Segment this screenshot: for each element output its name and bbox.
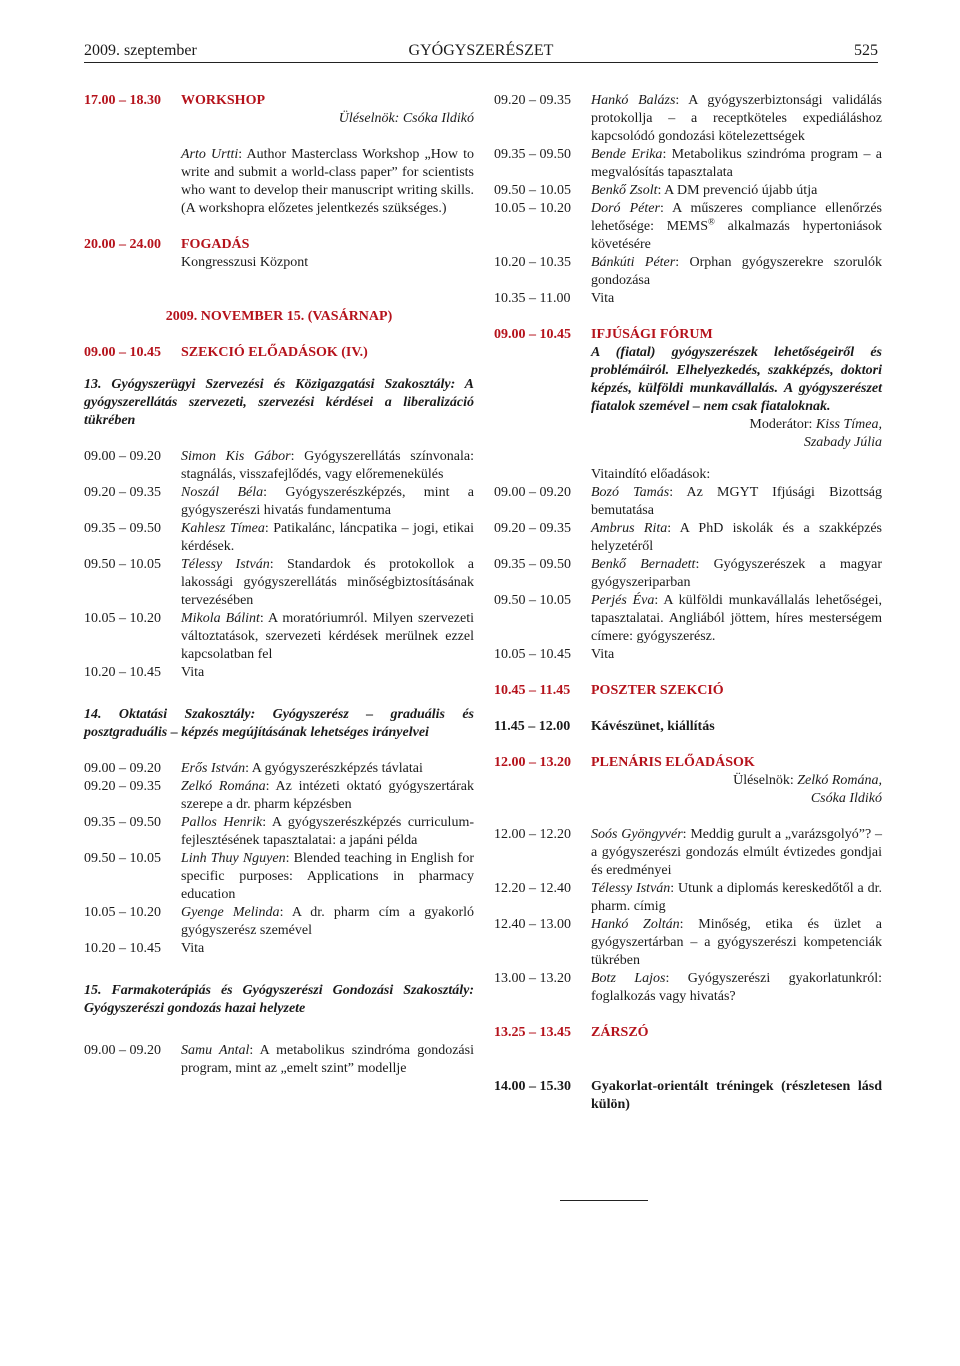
talk-title: : A dr. pharm cím a gyakorló gyógyszerész szemével bbox=[181, 905, 474, 938]
day-heading: 2009. NOVEMBER 15. (VASÁRNAP) bbox=[165, 309, 393, 324]
talk-title: : A műszeres compliance ellenőrzés lehetősége: MEMS bbox=[591, 201, 882, 234]
talk-title: Vita bbox=[591, 647, 615, 662]
programme-item bbox=[494, 146, 882, 182]
item-time: 09.20 – 09.35 bbox=[84, 485, 161, 500]
item-body bbox=[181, 904, 474, 940]
item-time: 10.20 – 10.45 bbox=[84, 941, 161, 956]
poszter-heading bbox=[494, 682, 882, 700]
programme-item bbox=[84, 664, 474, 682]
section-13-list bbox=[84, 448, 474, 682]
item-time: 09.20 – 09.35 bbox=[494, 521, 571, 536]
item-body bbox=[591, 182, 882, 200]
item-time: 12.40 – 13.00 bbox=[494, 917, 571, 932]
kave-title: Kávészünet, kiállítás bbox=[591, 719, 715, 734]
workshop-description bbox=[84, 146, 474, 218]
item-body bbox=[181, 664, 474, 682]
talk-title: : Standardok és protokollok a lakossági gyógyszerellátás minőségbiztosításának tervezésében bbox=[181, 557, 474, 608]
item-body bbox=[591, 520, 882, 556]
workshop-heading bbox=[84, 92, 474, 110]
item-body bbox=[591, 916, 882, 970]
workshop-text: : Author Masterclass Workshop „How to write and submit a world-class paper” for scientists who want to develop their manuscript writing skills. (A workshopra előzetes jelentkezés szükséges.) bbox=[181, 147, 474, 216]
item-body bbox=[181, 610, 474, 664]
fogadas-time: 20.00 – 24.00 bbox=[84, 237, 161, 252]
plenaris-chair bbox=[494, 772, 882, 790]
item-body bbox=[181, 556, 474, 610]
programme-item bbox=[494, 592, 882, 646]
poszter-time: 10.45 – 11.45 bbox=[494, 683, 571, 698]
fogadas-heading bbox=[84, 236, 474, 254]
item-time: 12.00 – 12.20 bbox=[494, 827, 571, 842]
item-body bbox=[591, 556, 882, 592]
talk-title: : Orphan gyógyszerekre szorulók gondozása bbox=[591, 255, 882, 288]
programme-item bbox=[494, 200, 882, 254]
registered-mark: ® bbox=[708, 216, 715, 227]
talk-title: : Utunk a diplomás kereskedőtől a dr. pharm. címig bbox=[591, 881, 882, 914]
programme-item bbox=[494, 92, 882, 146]
talk-title-cont: alkalmazás hypertoniások követésére bbox=[591, 219, 882, 252]
item-time: 09.50 – 10.05 bbox=[84, 557, 161, 572]
sekcio-heading bbox=[84, 344, 474, 362]
talk-title: : A gyógyszerészképzés távlatai bbox=[245, 761, 423, 776]
item-body bbox=[591, 290, 882, 308]
workshop-speaker: Arto Urtti bbox=[181, 147, 239, 162]
item-time: 09.50 – 10.05 bbox=[494, 593, 571, 608]
speaker-name: Bánkúti Péter bbox=[591, 255, 676, 270]
ifjusagi-intro: Vitaindító előadások: bbox=[591, 467, 711, 482]
programme-item bbox=[84, 448, 474, 484]
programme-item bbox=[494, 916, 882, 970]
item-time: 10.05 – 10.45 bbox=[494, 647, 571, 662]
programme-item bbox=[84, 778, 474, 814]
item-time: 13.00 – 13.20 bbox=[494, 971, 571, 986]
programme-item bbox=[84, 760, 474, 778]
section-15-heading: 15. Farmakoterápiás és Gyógyszerészi Gondozási Szakosztály: Gyógyszerészi gondozás hazai helyzete bbox=[84, 983, 474, 1016]
talk-title: : Gyógyszerészi gyakorlatunkról: foglalkozás vagy hivatás? bbox=[591, 971, 882, 1004]
programme-item bbox=[84, 940, 474, 958]
zarszo-time: 13.25 – 13.45 bbox=[494, 1025, 571, 1040]
item-body bbox=[591, 592, 882, 646]
gyakorlat-heading bbox=[494, 1078, 882, 1114]
item-time: 09.20 – 09.35 bbox=[494, 93, 571, 108]
talk-title: : A külföldi munkavállalás lehetőségei, tapasztalatai. Angliából jöttem, híres mesterségem címere: gyógyszerész. bbox=[591, 593, 883, 644]
programme-item bbox=[494, 970, 882, 1006]
ifjusagi-time: 09.00 – 10.45 bbox=[494, 327, 571, 342]
talk-title: : Az MGYT Ifjúsági Bizottság bemutatása bbox=[591, 485, 883, 518]
speaker-name: Doró Péter bbox=[591, 201, 660, 216]
item-body bbox=[591, 254, 882, 290]
item-time: 09.50 – 10.05 bbox=[84, 851, 161, 866]
poszter-title: POSZTER SZEKCIÓ bbox=[591, 683, 724, 698]
talk-title: : A moratóriumról. Milyen szervezeti változtatások, szervezeti kérdések merülnek ezzel kapcsolatban fel bbox=[181, 611, 474, 662]
section-13-heading: 13. Gyógyszerügyi Szervezési és Közigazgatási Szakosztály: A gyógyszerellátás szervezeti, szervezési kérdései a liberalizáció tükrében bbox=[84, 377, 474, 428]
plenaris-chair-2: Csóka Ildikó bbox=[810, 791, 882, 806]
talk-title: Vita bbox=[181, 941, 205, 956]
section-14-list bbox=[84, 760, 474, 958]
running-header bbox=[84, 42, 878, 63]
plenaris-time: 12.00 – 13.20 bbox=[494, 755, 571, 770]
item-body bbox=[181, 940, 474, 958]
item-time: 10.20 – 10.45 bbox=[84, 665, 161, 680]
workshop-title: WORKSHOP bbox=[181, 93, 266, 108]
speaker-name: Soós Gyöngyvér bbox=[591, 827, 683, 842]
speaker-name: Kahlesz Tímea bbox=[181, 521, 265, 536]
fogadas-title: FOGADÁS bbox=[181, 237, 250, 252]
talk-title: : Patikalánc, láncpatika – jogi, etikai kérdések. bbox=[181, 521, 474, 554]
speaker-name: Botz Lajos bbox=[591, 971, 666, 986]
speaker-name: Hankó Balázs bbox=[591, 93, 676, 108]
item-time: 09.35 – 09.50 bbox=[84, 521, 161, 536]
programme-item bbox=[494, 556, 882, 592]
item-time: 09.35 – 09.50 bbox=[494, 557, 571, 572]
speaker-name: Gyenge Melinda bbox=[181, 905, 280, 920]
sekcio-time: 09.00 – 10.45 bbox=[84, 345, 161, 360]
programme-item bbox=[84, 556, 474, 610]
sekcio-title: SZEKCIÓ ELŐADÁSOK (IV.) bbox=[181, 345, 368, 360]
programme-item bbox=[84, 610, 474, 664]
workshop-time: 17.00 – 18.30 bbox=[84, 93, 161, 108]
item-time: 10.05 – 10.20 bbox=[84, 611, 161, 626]
item-time: 09.00 – 09.20 bbox=[84, 761, 161, 776]
speaker-name: Linh Thuy Nguyen bbox=[181, 851, 286, 866]
item-time: 09.20 – 09.35 bbox=[84, 779, 161, 794]
programme-item bbox=[494, 646, 882, 664]
plenaris-list bbox=[494, 826, 882, 1006]
programme-item bbox=[494, 520, 882, 556]
speaker-name: Mikola Bálint bbox=[181, 611, 260, 626]
header-journal: GYÓGYSZERÉSZET bbox=[408, 42, 554, 59]
zarszo-heading bbox=[494, 1024, 882, 1042]
item-time: 09.00 – 09.20 bbox=[494, 485, 571, 500]
item-time: 09.50 – 10.05 bbox=[494, 183, 571, 198]
item-body bbox=[591, 646, 882, 664]
item-body bbox=[181, 814, 474, 850]
talk-title: : Metabolikus szindróma program – a megvalósítás tapasztalata bbox=[591, 147, 882, 180]
item-body bbox=[591, 970, 882, 1006]
speaker-name: Pallos Henrik bbox=[181, 815, 263, 830]
item-body bbox=[181, 1042, 474, 1078]
item-body bbox=[181, 760, 474, 778]
moderator-label: Moderátor: bbox=[749, 417, 816, 432]
programme-item bbox=[494, 826, 882, 880]
talk-title: Vita bbox=[591, 291, 615, 306]
ifjusagi-subtitle: A (fiatal) gyógyszerészek lehetőségeiről és problémáiról. Elhelyezkedés, szakképzés, doktori képzés, külföldi munkavállalás. A gyógyszerészet fiatalok szemével – nem csak fiataloknak. bbox=[591, 345, 882, 414]
item-body bbox=[591, 146, 882, 182]
speaker-name: Simon Kis Gábor bbox=[181, 449, 291, 464]
header-date: 2009. szeptember bbox=[84, 42, 197, 59]
item-time: 09.00 – 09.20 bbox=[84, 449, 161, 464]
section-14-heading: 14. Oktatási Szakosztály: Gyógyszerész – graduális és posztgraduális – képzés megújításának lehetséges irányelvei bbox=[84, 707, 474, 740]
plenaris-heading bbox=[494, 754, 882, 772]
left-column bbox=[84, 92, 474, 1078]
section-15-list bbox=[84, 1042, 474, 1078]
item-time: 09.00 – 09.20 bbox=[84, 1043, 161, 1058]
talk-title: : Az intézeti oktató gyógyszertárak szerepe a dr. pharm képzésben bbox=[181, 779, 475, 812]
programme-item bbox=[84, 814, 474, 850]
speaker-name: Benkő Bernadett bbox=[591, 557, 696, 572]
item-time: 10.20 – 10.35 bbox=[494, 255, 571, 270]
speaker-name: Ambrus Rita bbox=[591, 521, 668, 536]
plenaris-chair-1: Zelkó Romána, bbox=[797, 773, 882, 788]
speaker-name: Télessy István bbox=[181, 557, 270, 572]
talk-title: : A DM prevenció újabb útja bbox=[657, 183, 818, 198]
item-time: 09.35 – 09.50 bbox=[494, 147, 571, 162]
ifjusagi-list bbox=[494, 484, 882, 664]
talk-title: Vita bbox=[181, 665, 205, 680]
ifjusagi-title: IFJÚSÁGI FÓRUM bbox=[591, 327, 713, 342]
talk-title: : Gyógyszerellátás színvonala: stagnálás, visszafejlődés, vagy előremenekülés bbox=[181, 449, 475, 482]
plenaris-title: PLENÁRIS ELŐADÁSOK bbox=[591, 755, 755, 770]
speaker-name: Perjés Éva bbox=[591, 593, 655, 608]
gyakorlat-time: 14.00 – 15.30 bbox=[494, 1079, 571, 1094]
ifjusagi-moderator bbox=[494, 416, 882, 434]
item-body bbox=[591, 92, 882, 146]
fogadas-place: Kongresszusi Központ bbox=[181, 255, 309, 270]
kave-time: 11.45 – 12.00 bbox=[494, 719, 571, 734]
kave-heading bbox=[494, 718, 882, 736]
item-time: 10.35 – 11.00 bbox=[494, 291, 571, 306]
item-time: 09.35 – 09.50 bbox=[84, 815, 161, 830]
programme-item bbox=[84, 1042, 474, 1078]
speaker-name: Bende Erika bbox=[591, 147, 663, 162]
talk-title: : Minőség, etika és üzlet a gyógyszertárban – a gyógyszerészi kompetenciák tükrében bbox=[591, 917, 883, 968]
moderator-name-2: Szabady Júlia bbox=[803, 435, 882, 450]
talk-title: : Blended teaching in English for specific purposes: Applications in pharmacy education bbox=[181, 851, 474, 902]
item-body bbox=[181, 778, 474, 814]
talk-title: : A gyógyszerbiztonsági validálás protokollja – a receptköteles expediáláshoz kapcsolódó gondozási kötelezettségek bbox=[591, 93, 882, 144]
plenaris-chair-label: Üléselnök: bbox=[733, 773, 798, 788]
header-page-number: 525 bbox=[854, 42, 878, 59]
talk-title: : Gyógyszerészek a magyar gyógyszeriparban bbox=[591, 557, 882, 590]
item-time: 10.05 – 10.20 bbox=[494, 201, 571, 216]
footer-divider bbox=[560, 1200, 648, 1201]
section-15-continued-list bbox=[494, 92, 882, 308]
ifjusagi-heading bbox=[494, 326, 882, 344]
right-column bbox=[494, 92, 882, 1114]
programme-item bbox=[494, 254, 882, 290]
programme-item bbox=[84, 850, 474, 904]
item-body bbox=[181, 520, 474, 556]
speaker-name: Bozó Tamás bbox=[591, 485, 670, 500]
item-body bbox=[591, 200, 882, 254]
programme-item bbox=[494, 484, 882, 520]
item-body bbox=[591, 880, 882, 916]
programme-item bbox=[494, 880, 882, 916]
programme-item bbox=[494, 182, 882, 200]
item-body bbox=[181, 850, 474, 904]
speaker-name: Hankó Zoltán bbox=[591, 917, 680, 932]
item-body bbox=[181, 448, 474, 484]
talk-title: : A PhD iskolák és a szakképzés helyzetéről bbox=[591, 521, 883, 554]
speaker-name: Télessy István bbox=[591, 881, 671, 896]
speaker-name: Benkő Zsolt bbox=[591, 183, 658, 198]
talk-title: : Gyógyszerészképzés, mint a gyógyszerészi hivatás fundamentuma bbox=[181, 485, 475, 518]
item-time: 12.20 – 12.40 bbox=[494, 881, 571, 896]
speaker-name: Noszál Béla bbox=[181, 485, 264, 500]
gyakorlat-title: Gyakorlat-orientált tréningek (részletesen lásd külön) bbox=[591, 1079, 882, 1112]
item-body bbox=[181, 484, 474, 520]
speaker-name: Samu Antal bbox=[181, 1043, 250, 1058]
talk-title: : A metabolikus szindróma gondozási program, mint az „emelt szint” modellje bbox=[181, 1043, 474, 1076]
zarszo-title: ZÁRSZÓ bbox=[591, 1025, 649, 1040]
item-time: 10.05 – 10.20 bbox=[84, 905, 161, 920]
moderator-name-1: Kiss Tímea, bbox=[815, 417, 882, 432]
programme-item bbox=[84, 484, 474, 520]
programme-item bbox=[84, 904, 474, 940]
talk-title: : A gyógyszerészképzés curriculum-fejlesztésének tapasztalatai: a japáni példa bbox=[181, 815, 474, 848]
talk-title: : Meddig gurult a „varázsgolyó”? – a gyógyszerészi gondozás elmúlt évtizedes gondjai és eredményei bbox=[591, 827, 882, 878]
speaker-name: Zelkó Romána bbox=[181, 779, 266, 794]
item-body bbox=[591, 826, 882, 880]
workshop-chair: Üléselnök: Csóka Ildikó bbox=[338, 111, 474, 126]
item-body bbox=[591, 484, 882, 520]
programme-item bbox=[84, 520, 474, 556]
speaker-name: Erős István bbox=[181, 761, 246, 776]
programme-item bbox=[494, 290, 882, 308]
